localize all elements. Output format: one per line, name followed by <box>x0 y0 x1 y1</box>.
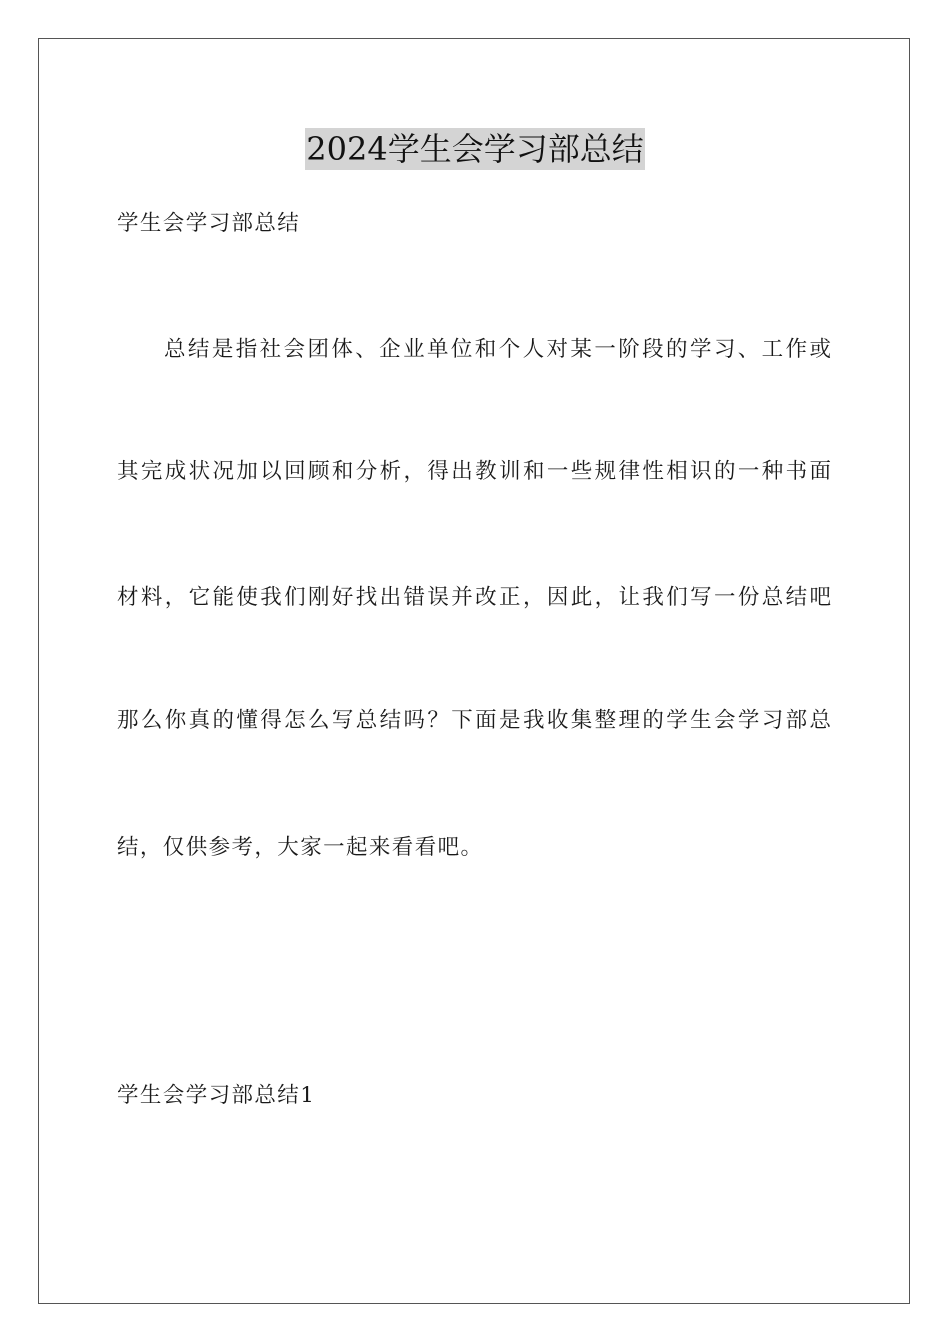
document-subtitle: 学生会学习部总结 <box>117 211 301 236</box>
paragraph-line-3: 材料，它能使我们刚好找出错误并改正，因此，让我们写一份总结吧 <box>117 585 831 610</box>
document-title: 2024学生会学习部总结 <box>306 130 644 168</box>
paragraph-line-5: 结，仅供参考，大家一起来看看吧。 <box>117 835 484 860</box>
paragraph-line-4: 那么你真的懂得怎么写总结吗？下面是我收集整理的学生会学习部总 <box>117 708 831 733</box>
paragraph-line-2: 其完成状况加以回顾和分析，得出教训和一些规律性相识的一种书面 <box>117 459 831 484</box>
section-heading: 学生会学习部总结1 <box>117 1083 316 1108</box>
paragraph-line-1: 总结是指社会团体、企业单位和个人对某一阶段的学习、工作或 <box>164 337 831 362</box>
title-container <box>0 128 950 170</box>
